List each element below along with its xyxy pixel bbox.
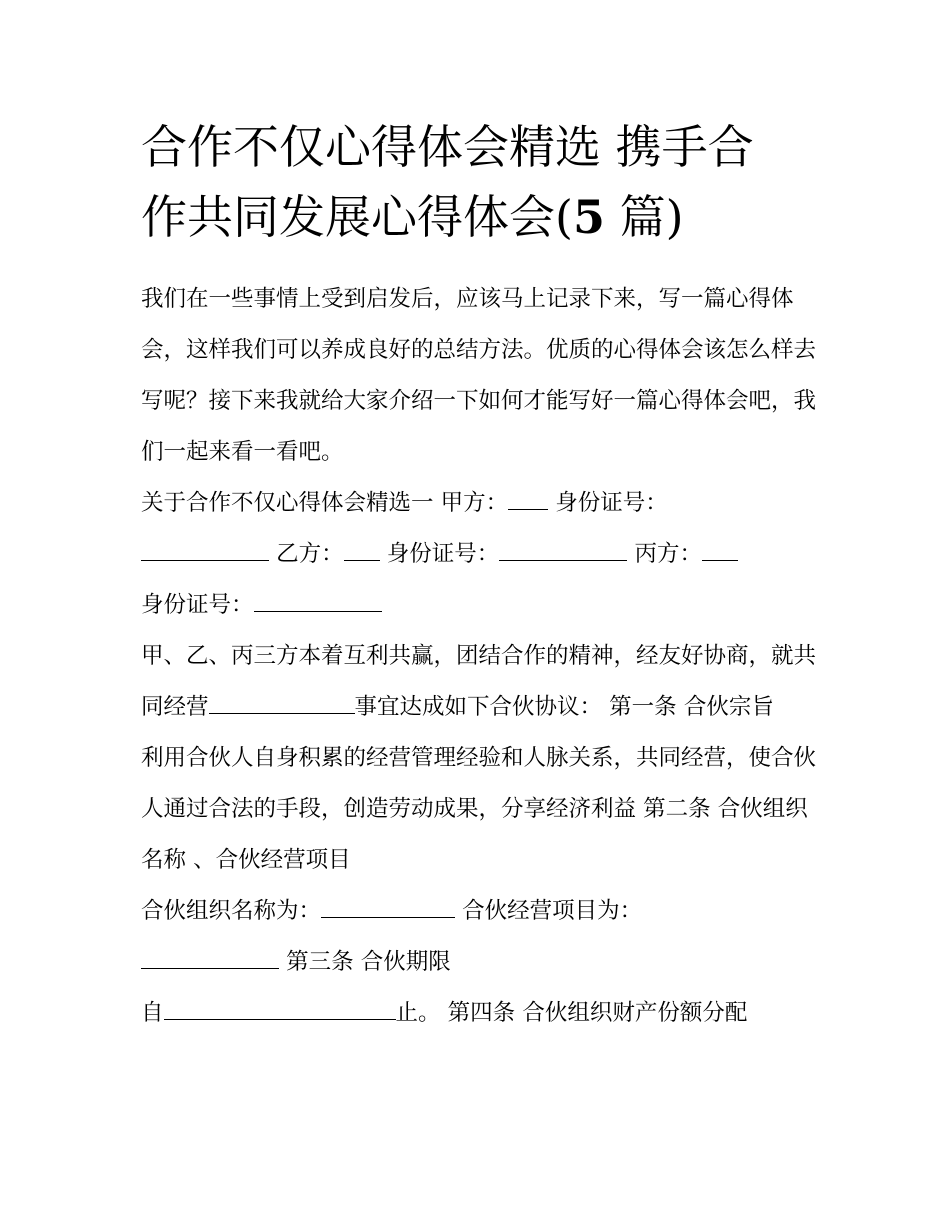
party-a-blank [508,489,548,510]
party-a-id-label: 身份证号： [548,490,668,516]
party-c-blank [702,540,738,561]
party-b-id-label: 身份证号： [379,541,500,567]
intro-text: 我们在一些事情上受到启发后，应该马上记录下来，写一篇心得体会，这样我们可以养成良好的总结方法。优质的心得体会该怎么样去写呢？接下来我就给大家介绍一下如何才能写好一篇心得体会吧，我们一起来看一看吧。 [141,286,817,465]
party-b-label: 乙方： [269,541,344,567]
party-a-id-blank [141,540,269,561]
term-heading: 第三条 合伙期限 [279,949,451,975]
document-title [141,112,821,252]
clause-intro-rest: 事宜达成如下合伙协议： 第一条 合伙宗旨 [354,694,774,720]
title-article-count: 5 [572,190,605,244]
org-name-label: 合伙组织名称为： [141,898,322,924]
party-c-label: 丙方： [627,541,702,567]
party-b-blank [344,540,380,561]
document-page [141,112,821,1039]
title-line-2-end: 篇) [604,190,684,244]
purpose-text: 利用合伙人自身积累的经营管理经验和人脉关系，共同经营，使合伙人通过合法的手段，创造劳动成果，分享经济利益 第二条 合伙组织名称 、合伙经营项目 [141,745,817,873]
clause-intro-paragraph [141,631,821,733]
project-blank [141,948,279,969]
org-name-blank [321,897,455,918]
term-blank [164,999,396,1020]
party-c-id-label: 身份证号： [141,592,254,618]
term-paragraph [141,988,821,1039]
purpose-paragraph [141,733,821,886]
party-a-label: 关于合作不仅心得体会精选一 甲方： [141,490,509,516]
term-from: 自 [141,1000,164,1026]
project-label: 合伙经营项目为： [455,898,643,924]
title-line-2-start: 作共同发展心得体会( [141,190,573,244]
party-c-id-blank [254,591,382,612]
party-b-id-blank [499,540,627,561]
parties-paragraph [141,478,821,631]
title-line-1: 合作不仅心得体会精选 携手合 [141,120,754,174]
clause-intro-text: 甲、乙、丙三方本着互利共赢，团结合作的精神，经友好协商，就共同经营 [141,643,817,720]
name-project-paragraph [141,886,821,988]
business-blank [209,693,355,714]
term-until: 止。 第四条 合伙组织财产份额分配 [395,1000,748,1026]
intro-paragraph [141,274,821,478]
